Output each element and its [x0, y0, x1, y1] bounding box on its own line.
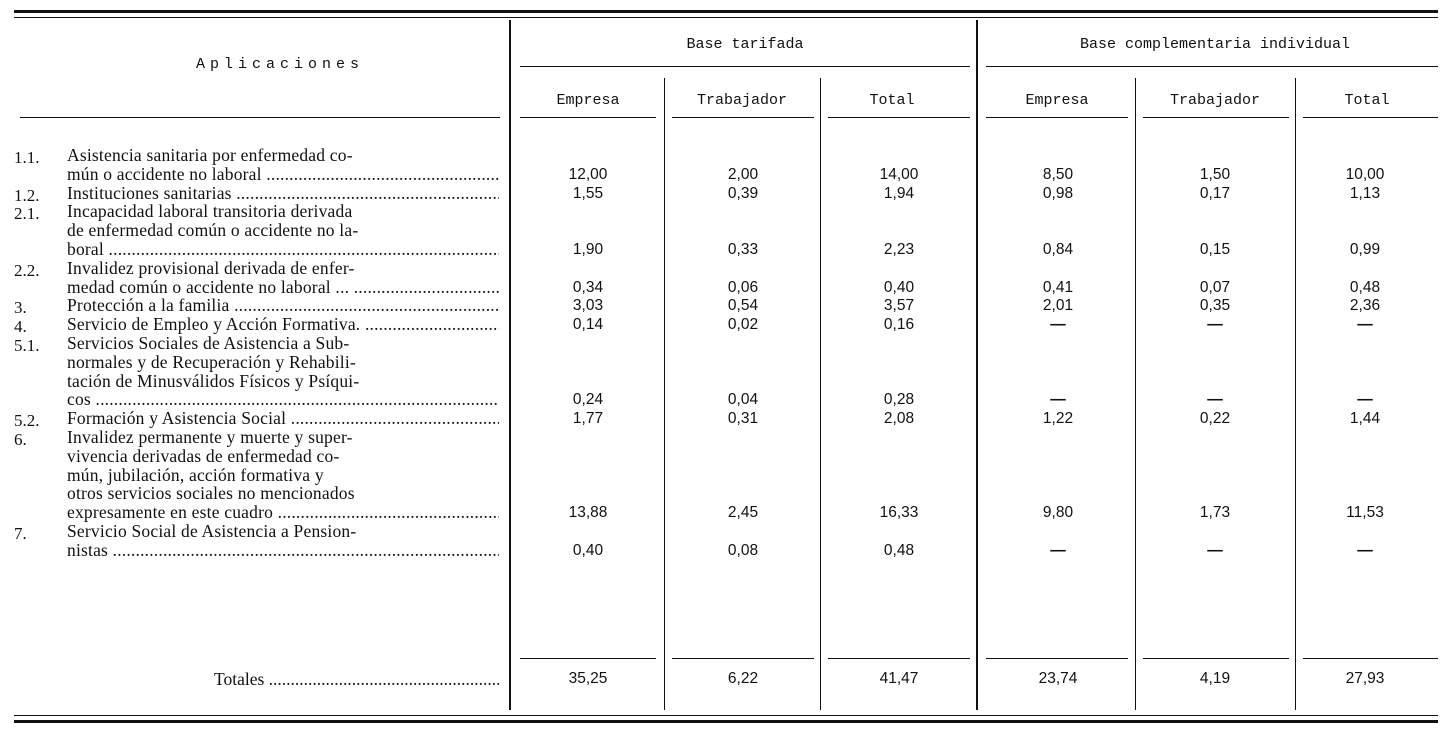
cell-value: — — [1357, 391, 1373, 409]
column-separator-base — [976, 20, 978, 710]
group-underline — [986, 66, 1438, 67]
bottom-rule-thick — [14, 720, 1438, 723]
header-aplicaciones: Aplicaciones — [195, 56, 365, 73]
total-value: 23,74 — [1038, 670, 1078, 687]
cell-value: 0,16 — [883, 316, 915, 334]
row-description-line: Servicio Social de Asistencia a Pension- — [67, 521, 357, 541]
cell-value: 0,40 — [883, 278, 915, 296]
row-description-line: medad común o accidente no laboral ... ..... — [67, 277, 499, 298]
row-description-line: vivencia derivadas de enfermedad co- — [67, 445, 340, 466]
cell-value: 8,50 — [1042, 165, 1074, 183]
cell-value: 16,33 — [879, 504, 919, 522]
row-code: 7. — [14, 524, 27, 543]
row-description-line: expresamente en este cuadro ..... — [67, 502, 499, 523]
row-description-line: Protección a la familia ..... — [67, 295, 499, 316]
col-header-trabajador: Trabajador — [1169, 92, 1260, 109]
cell-value: — — [1357, 316, 1373, 334]
row-description-line: mún, jubilación, acción formativa y — [67, 464, 324, 485]
cell-value: 1,94 — [883, 184, 915, 202]
row-code: 3. — [14, 298, 27, 318]
row-code: 2.1. — [14, 204, 40, 224]
row-description-line: tación de Minusválidos Físicos y Psíqui- — [67, 370, 360, 391]
totals-label: Totales ..... — [214, 669, 499, 690]
top-rule-thick — [14, 10, 1438, 13]
cell-value: — — [1050, 316, 1066, 334]
row-description-line: Servicios Sociales de Asistencia a Sub- — [67, 333, 350, 353]
row-description-line: Incapacidad laboral transitoria derivada — [67, 201, 353, 222]
cell-value: 0,33 — [727, 241, 759, 258]
row-description-line: Servicio de Empleo y Acción Formativa. ..... — [67, 314, 499, 335]
column-separator-apl — [509, 20, 511, 710]
cell-value: 1,44 — [1349, 410, 1381, 428]
header-underline — [672, 117, 814, 118]
column-separator-sub — [1135, 78, 1136, 710]
cell-value: 9,80 — [1042, 504, 1074, 522]
cell-value: 0,04 — [727, 391, 759, 409]
top-rule-thin — [14, 17, 1438, 18]
row-description-line: boral ..... — [67, 239, 499, 260]
total-value: 27,93 — [1345, 670, 1385, 687]
column-separator-sub — [1295, 78, 1296, 710]
cell-value: 1,22 — [1042, 410, 1074, 428]
cell-value: 2,45 — [727, 504, 759, 522]
cell-value: 2,23 — [883, 241, 915, 258]
cell-value: — — [1207, 541, 1223, 559]
cell-value: 0,15 — [1199, 241, 1231, 258]
header-base-complementaria: Base complementaria individual — [1079, 36, 1351, 53]
cell-value: 1,50 — [1199, 165, 1231, 183]
cell-value: — — [1207, 316, 1223, 334]
bottom-rule-thin — [14, 715, 1438, 716]
total-value: 41,47 — [879, 670, 919, 687]
col-header-trabajador: Trabajador — [696, 92, 787, 109]
header-base-tarifada: Base tarifada — [686, 36, 804, 53]
row-description-line: Asistencia sanitaria por enfermedad co- — [67, 145, 353, 165]
cell-value: 0,31 — [727, 410, 759, 428]
row-code: 4. — [14, 317, 27, 337]
header-underline — [986, 117, 1128, 118]
cell-value: 0,98 — [1042, 184, 1074, 202]
cell-value: 0,22 — [1199, 410, 1231, 428]
cell-value: — — [1050, 391, 1066, 409]
cell-value: 1,13 — [1349, 184, 1381, 202]
cell-value: 3,03 — [572, 297, 604, 315]
cell-value: 0,06 — [727, 278, 759, 296]
cell-value: 14,00 — [879, 165, 919, 183]
row-code: 5.2. — [14, 411, 40, 431]
cell-value: 0,84 — [1042, 241, 1074, 258]
cell-value: 1,55 — [572, 184, 604, 202]
cell-value: 1,73 — [1199, 504, 1231, 522]
totals-underline — [1303, 658, 1438, 659]
cell-value: 0,54 — [727, 297, 759, 315]
cell-value: 0,07 — [1199, 278, 1231, 296]
col-header-empresa: Empresa — [1025, 92, 1089, 109]
column-separator-sub — [820, 78, 821, 710]
cell-value: 0,40 — [572, 541, 604, 559]
col-header-total: Total — [869, 92, 915, 109]
row-description-line: de enfermedad común o accidente no la- — [67, 220, 359, 241]
cell-value: 0,48 — [1349, 278, 1381, 296]
cell-value: 0,24 — [572, 391, 604, 409]
cell-value: 0,28 — [883, 391, 915, 409]
row-code: 5.1. — [14, 336, 40, 355]
totals-underline — [828, 658, 970, 659]
cell-value: 0,99 — [1349, 241, 1381, 258]
row-description-line: mún o accidente no laboral ..... — [67, 164, 499, 185]
row-code: 6. — [14, 430, 27, 449]
totals-underline — [1143, 658, 1289, 659]
row-description-line: Formación y Asistencia Social ..... — [67, 408, 499, 429]
row-description-line: nistas ..... — [67, 540, 499, 561]
col-header-empresa: Empresa — [556, 92, 620, 109]
header-underline — [828, 117, 970, 118]
cell-value: 2,00 — [727, 165, 759, 183]
row-description-line: Invalidez permanente y muerte y super- — [67, 427, 353, 447]
cell-value: 3,57 — [883, 297, 915, 315]
cell-value: 11,53 — [1346, 504, 1384, 522]
row-description-line: normales y de Recuperación y Rehabili- — [67, 351, 356, 372]
total-value: 4,19 — [1199, 670, 1231, 687]
column-separator-sub — [664, 78, 665, 710]
col-header-total: Total — [1344, 92, 1390, 109]
cell-value: 1,90 — [572, 241, 604, 258]
group-underline — [520, 66, 970, 67]
totals-underline — [986, 658, 1128, 659]
totals-underline — [520, 658, 656, 659]
cell-value: 0,17 — [1199, 184, 1231, 202]
header-underline — [1303, 117, 1438, 118]
row-code: 1.2. — [14, 185, 40, 205]
cell-value: 0,48 — [883, 541, 915, 559]
cell-value: 2,36 — [1349, 297, 1381, 315]
row-code: 2.2. — [14, 260, 40, 280]
row-description-line: Invalidez provisional derivada de enfer- — [67, 257, 355, 278]
row-description-line: otros servicios sociales no mencionados — [67, 483, 355, 504]
cell-value: 0,34 — [572, 278, 604, 296]
cell-value: 2,01 — [1042, 297, 1074, 315]
row-description-line: cos ..... — [67, 389, 499, 410]
header-underline — [20, 117, 500, 118]
cell-value: — — [1207, 391, 1223, 409]
cell-value: 13,88 — [568, 504, 608, 522]
cell-value: 0,41 — [1042, 278, 1074, 296]
cell-value: 0,35 — [1199, 297, 1231, 315]
cell-value: 0,08 — [727, 541, 759, 559]
cell-value: 0,02 — [727, 316, 759, 334]
row-description-line: Instituciones sanitarias ..... — [67, 183, 499, 204]
cell-value: 12,00 — [568, 165, 608, 183]
cell-value: 0,14 — [572, 316, 604, 334]
header-underline — [520, 117, 656, 118]
cell-value: 0,39 — [727, 184, 759, 202]
cell-value: — — [1357, 541, 1373, 559]
total-value: 6,22 — [727, 670, 759, 687]
cell-value: — — [1050, 541, 1066, 559]
row-code: 1.1. — [14, 148, 40, 167]
cell-value: 1,77 — [572, 410, 604, 428]
cell-value: 2,08 — [883, 410, 915, 428]
total-value: 35,25 — [568, 670, 608, 687]
header-underline — [1143, 117, 1289, 118]
totals-underline — [672, 658, 814, 659]
cell-value: 10,00 — [1345, 165, 1385, 183]
